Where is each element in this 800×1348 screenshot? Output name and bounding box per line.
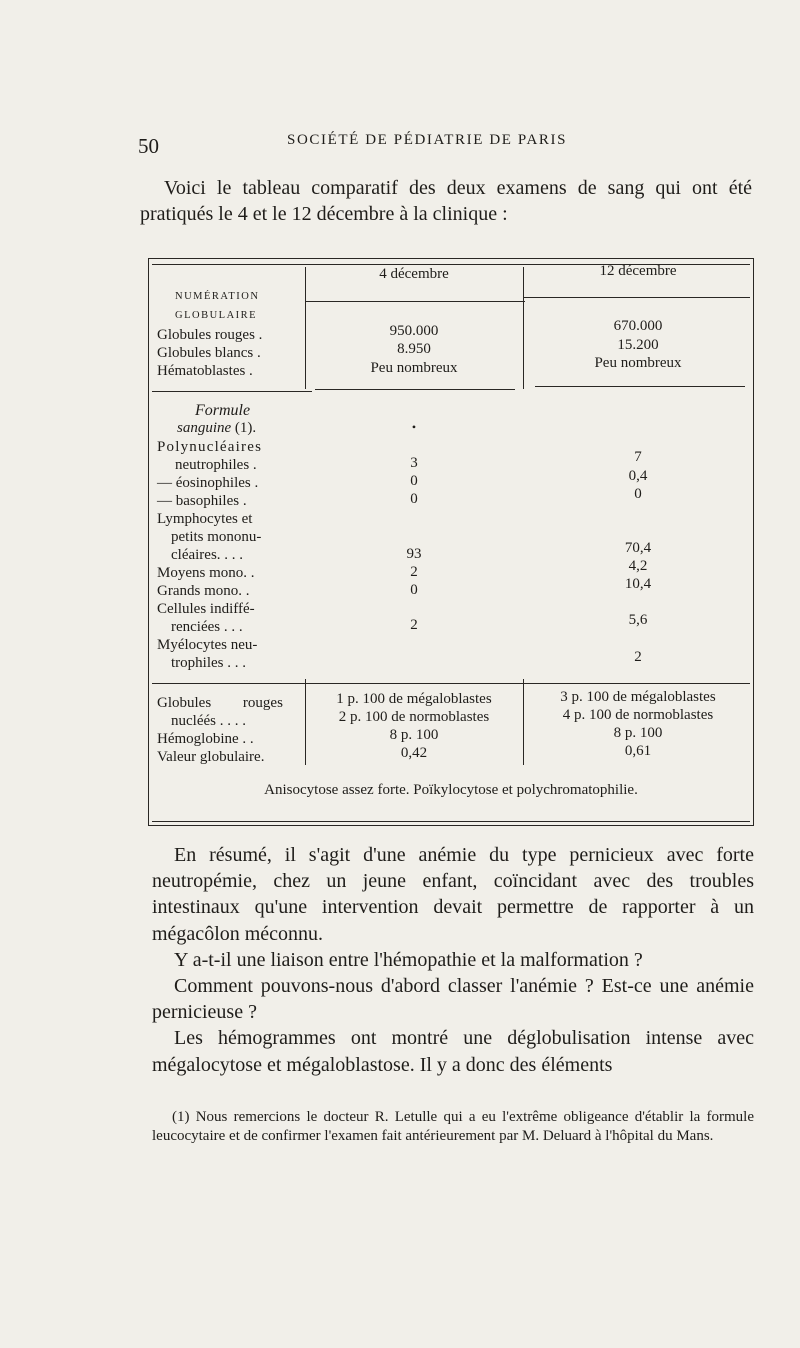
col-head-12-dec: 12 décembre	[599, 263, 677, 279]
head-label-1: NUMÉRATION	[175, 291, 260, 302]
formule-title-2: sanguine (1).	[177, 420, 257, 436]
row-label: Polynucléaires	[157, 439, 263, 455]
cell-value: 2 p. 100 de normoblastes	[338, 709, 490, 725]
row-label: — basophiles .	[157, 493, 247, 509]
table-bottom-rule	[152, 821, 750, 822]
head-label-2: GLOBULAIRE	[175, 310, 258, 321]
running-title: SOCIÉTÉ DE PÉDIATRIE DE PARIS	[287, 132, 568, 148]
row-label: Cellules indiffé-	[157, 601, 255, 617]
row-label: Myélocytes neu-	[157, 637, 258, 653]
section-rule-1	[152, 391, 312, 392]
intro-paragraph: Voici le tableau comparatif des deux examens de sang qui ont été pratiqués le 4 et le 12 décembre à la clinique :	[140, 177, 752, 225]
row-label: Globules rouges .	[157, 327, 263, 343]
cell-value: 0,4	[628, 468, 648, 484]
formule-title-1: Formule	[195, 402, 251, 419]
table-note: Anisocytose assez forte. Poïkylocytose et polychromatophilie.	[264, 782, 638, 798]
paragraph: Les hémogrammes ont montré une déglobulisation intense avec mégalocytose et mégaloblastose. Il y a donc des éléments	[152, 1027, 754, 1076]
blood-table	[148, 258, 754, 826]
cell-value: 3	[410, 455, 418, 471]
section-rule-1c	[535, 386, 745, 387]
cell-value: 8.950	[397, 341, 431, 357]
cell-value: 7	[634, 449, 642, 465]
section-rule-1b	[315, 389, 515, 390]
col-divider-2-bottom	[523, 679, 524, 765]
cell-value: 1 p. 100 de mégaloblastes	[336, 691, 492, 707]
cell-value: 10,4	[624, 576, 652, 592]
row-label: Grands mono. .	[157, 583, 250, 599]
cell-value: 0,61	[624, 743, 652, 759]
page-number: 50	[138, 134, 159, 158]
cell-value: Peu nombreux	[594, 355, 682, 371]
row-label: Globules rouges	[157, 695, 283, 711]
cell-value: 93	[406, 546, 422, 562]
row-label: Hémoglobine . .	[157, 731, 254, 747]
col-divider-1	[305, 267, 306, 389]
cell-value: 2	[410, 617, 418, 633]
row-label: Hématoblastes .	[157, 363, 253, 379]
cell-value: 0	[410, 582, 418, 598]
cell-value: 70,4	[624, 540, 652, 556]
cell-value: 0	[634, 486, 642, 502]
row-label: Globules blancs .	[157, 345, 261, 361]
col-head-4-dec: 4 décembre	[379, 266, 449, 282]
row-label: nucléés . . . .	[171, 713, 246, 729]
row-label: Valeur globulaire.	[157, 749, 265, 765]
paragraph: Y a-t-il une liaison entre l'hémopathie et la malformation ?	[174, 948, 643, 971]
row-label: petits mononu-	[171, 529, 262, 545]
cell-value: Peu nombreux	[370, 360, 458, 376]
body-text	[152, 842, 754, 1078]
paragraph: Comment pouvons-nous d'abord classer l'anémie ? Est-ce une anémie pernicieuse ?	[152, 975, 754, 1024]
row-label: Lymphocytes et	[157, 511, 253, 527]
row-label: Moyens mono. .	[157, 565, 255, 581]
row-label: neutrophiles .	[175, 457, 257, 473]
cell-value: 950.000	[389, 323, 439, 339]
cell-value: 4 p. 100 de normoblastes	[562, 707, 714, 723]
section-rule-2	[152, 683, 750, 684]
footnote: (1) Nous remercions le docteur R. Letulle qui a eu l'extrême obligeance d'établir la formule leucocytaire et de confirmer l'examen fait antérieurement par M. Deluard à l'hôpital du Mans.	[152, 1109, 754, 1144]
paragraph: En résumé, il s'agit d'une anémie du type pernicieux avec forte neutropémie, chez un jeune enfant, coïncidant avec des troubles intestinaux qu'une intervention devait permettre de rapporter à un mégacôlon méconnu.	[152, 844, 754, 945]
cell-value: 670.000	[613, 318, 663, 334]
cell-value: 5,6	[628, 612, 648, 628]
cell-value: 15.200	[617, 337, 659, 353]
col-divider-1-bottom	[305, 679, 306, 765]
cell-value: 2	[410, 564, 418, 580]
cell-value: 8 p. 100	[613, 725, 663, 741]
col-divider-2	[523, 267, 524, 389]
cell-value: 0,42	[400, 745, 428, 761]
cell-value: 0	[410, 491, 418, 507]
cell-value: 2	[634, 649, 642, 665]
cell-value: 4,2	[628, 558, 648, 574]
cell-value: 3 p. 100 de mégaloblastes	[560, 689, 716, 705]
row-label: — éosinophiles .	[157, 475, 259, 491]
header-rule-1	[305, 301, 525, 302]
formule-dot: •	[411, 420, 417, 434]
cell-value: 8 p. 100	[389, 727, 439, 743]
row-label: trophiles . . .	[171, 655, 246, 671]
cell-value: 0	[410, 473, 418, 489]
row-label: renciées . . .	[171, 619, 243, 635]
row-label: cléaires. . . .	[171, 547, 244, 563]
header-rule-2	[523, 297, 750, 298]
